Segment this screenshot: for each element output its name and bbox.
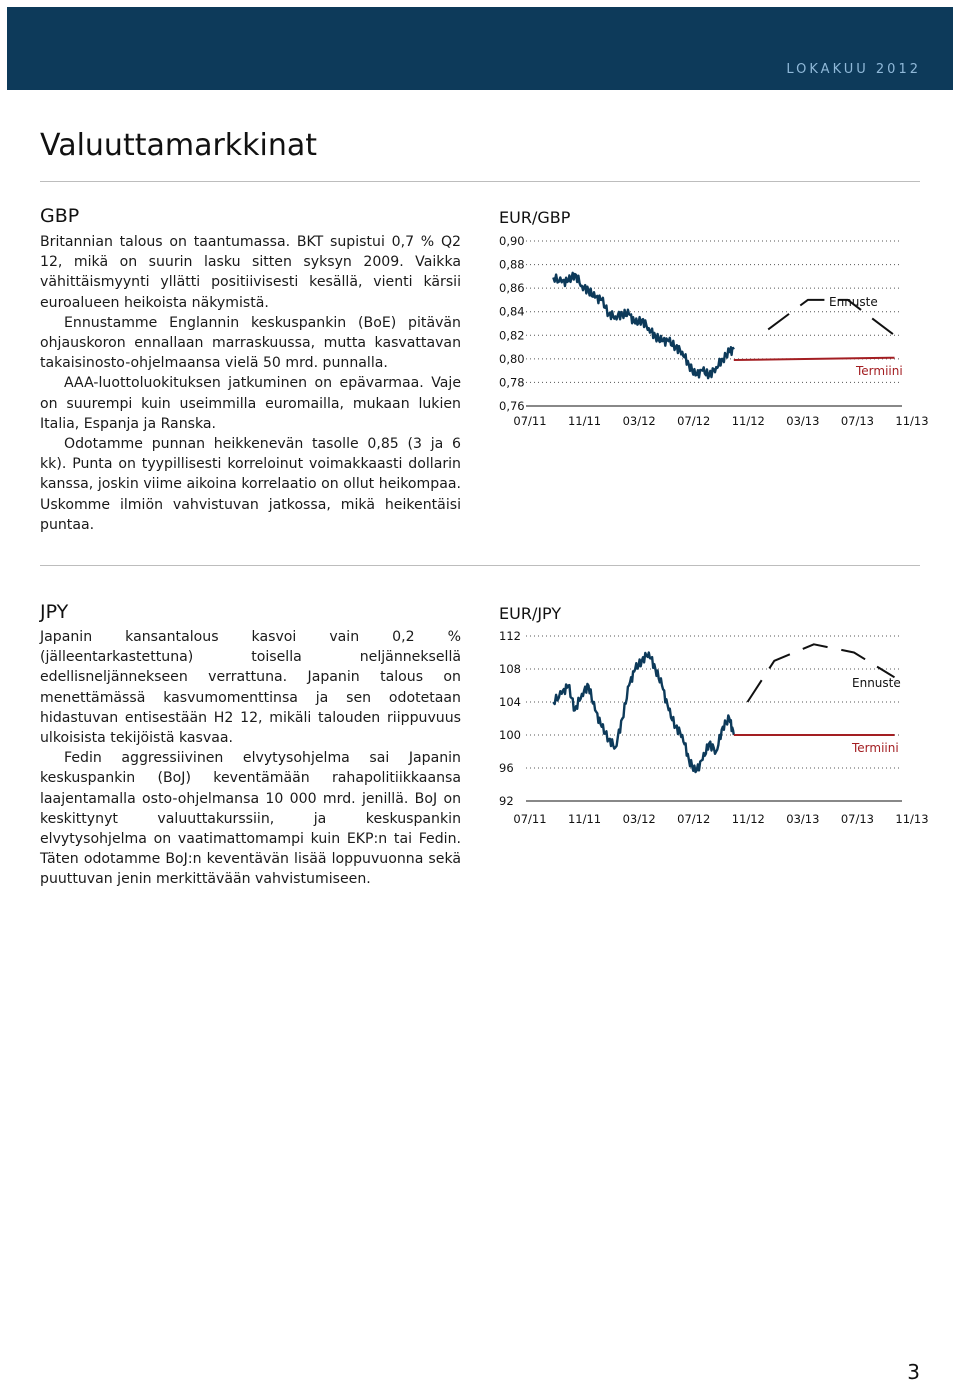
eurgbp-y-tick-label: 0,90 — [499, 234, 525, 248]
eurgbp-series-label-ennuste: Ennuste — [829, 295, 878, 309]
eurgbp-series-termiini — [734, 358, 895, 360]
eurjpy-y-tick-label: 96 — [499, 761, 514, 775]
eurjpy-chart-title: EUR/JPY — [499, 604, 562, 623]
jpy-body — [40, 627, 461, 890]
gbp-body — [40, 232, 461, 535]
eurgbp-chart-title: EUR/GBP — [499, 208, 571, 227]
eurgbp-y-tick-label: 0,86 — [499, 281, 525, 296]
eurjpy-x-tick-label: 07/11 — [513, 812, 547, 826]
eurjpy-chart — [490, 622, 930, 837]
eurgbp-x-tick-label: 03/13 — [786, 414, 820, 428]
eurgbp-x-tick-label: 07/11 — [513, 414, 547, 428]
eurgbp-x-tick-label: 11/11 — [567, 414, 602, 428]
eurgbp-x-tick-label: 11/12 — [731, 414, 765, 428]
eurjpy-series-ennuste — [748, 644, 895, 702]
eurjpy-y-tick-label: 112 — [499, 629, 521, 643]
eurjpy-x-tick-label: 07/12 — [677, 812, 711, 826]
eurgbp-y-tick-label: 0,88 — [499, 257, 525, 272]
eurjpy-series-label-ennuste: Ennuste — [852, 676, 901, 690]
eurjpy-x-tick-label: 11/12 — [731, 812, 765, 826]
eurjpy-y-tick-label: 92 — [499, 794, 514, 808]
eurgbp-y-tick-label: 0,76 — [499, 399, 525, 413]
eurgbp-x-tick-label: 07/13 — [840, 414, 875, 428]
eurgbp-y-tick-label: 0,84 — [499, 304, 525, 319]
gbp-paragraph-3: AAA-luottoluokituksen jatkuminen on epävarmaa. Vaje on suurempi kuin useimmilla euromailla, mukaan lukien Italia, Espanja ja Ranska. — [40, 375, 461, 432]
eurgbp-y-tick-label: 0,82 — [499, 328, 525, 343]
eurjpy-series-spot — [553, 653, 734, 773]
eurjpy-series-label-termiini: Termiini — [852, 741, 899, 755]
eurjpy-x-tick-label: 11/11 — [567, 812, 602, 826]
eurjpy-x-tick-label: 03/13 — [786, 812, 820, 826]
eurgbp-x-tick-label: 11/13 — [895, 414, 929, 428]
issue-label: LOKAKUU 2012 — [786, 62, 921, 77]
eurjpy-y-tick-label: 108 — [499, 662, 521, 676]
eurjpy-y-tick-label: 104 — [499, 695, 521, 709]
page-header — [7, 7, 953, 90]
eurgbp-y-tick-label: 0,80 — [499, 351, 525, 366]
jpy-paragraph-1: Japanin kansantalous kasvoi vain 0,2 % (jälleentarkastettuna) toisella neljänneksellä edellisneljännekseen verrattuna. Japanin talous on menettämässä kasvumomenttinsa ja sen odotetaan hidastuvan entisestään H2 12, mikäli talouden riippuvuus ulkoisista tekijöistä kasvaa. — [40, 629, 461, 747]
eurjpy-x-tick-label: 11/13 — [895, 812, 929, 826]
eurjpy-x-tick-label: 03/12 — [622, 812, 656, 826]
page-number: 3 — [907, 1360, 920, 1384]
gbp-section-title: GBP — [40, 205, 80, 227]
eurjpy-y-tick-label: 100 — [499, 728, 521, 742]
gbp-paragraph-4: Odotamme punnan heikkenevän tasolle 0,85 (3 ja 6 kk). Punta on tyypillisesti korreloinut voimakkaasti dollarin kanssa, joskin viime aikoina korrelaatio on ollut heikompaa. Uskomme ilmiön vahvistuvan jatkossa, mikä heikentäisi puntaa. — [40, 436, 461, 533]
eurgbp-y-tick-label: 0,78 — [499, 375, 525, 390]
section-divider — [40, 565, 920, 566]
jpy-paragraph-2: Fedin aggressiivinen elvytysohjelma sai Japanin keskuspankin (BoJ) keventämään rahapolitiikkaansa laajentamalla osto-ohjelmansa 10 000 mrd. jenillä. BoJ on keskittynyt valuuttakurssiin, ja keskuspankin elvytysohjelma on vaatimattomampi kuin EKP:n tai Fedin. Täten odotamme BoJ:n keventävän lisää loppuvuonna sekä puuttuvan jenin merkittävään vahvistumiseen. — [40, 750, 461, 888]
eurgbp-chart — [490, 225, 930, 440]
eurgbp-x-tick-label: 07/12 — [677, 414, 711, 428]
jpy-section-title: JPY — [40, 601, 69, 623]
gbp-paragraph-2: Ennustamme Englannin keskuspankin (BoE) pitävän ohjauskoron ennallaan marraskuussa, mutta kasvattavan takaisinosto-ohjelmaansa vielä 50 mrd. punnalla. — [40, 314, 461, 372]
eurgbp-x-tick-label: 03/12 — [622, 414, 656, 428]
page-title: Valuuttamarkkinat — [40, 128, 318, 163]
eurgbp-series-label-termiini: Termiini — [856, 364, 903, 378]
eurjpy-x-tick-label: 07/13 — [840, 812, 875, 826]
gbp-paragraph-1: Britannian talous on taantumassa. BKT supistui 0,7 % Q2 12, mikä on suurin lasku sitten syksyn 2009. Vaikka vähittäismyynti yllätti positiivisesti kesällä, vienti kärsii euroalueen heikoista näkymistä. — [40, 234, 461, 311]
title-divider — [40, 181, 920, 182]
